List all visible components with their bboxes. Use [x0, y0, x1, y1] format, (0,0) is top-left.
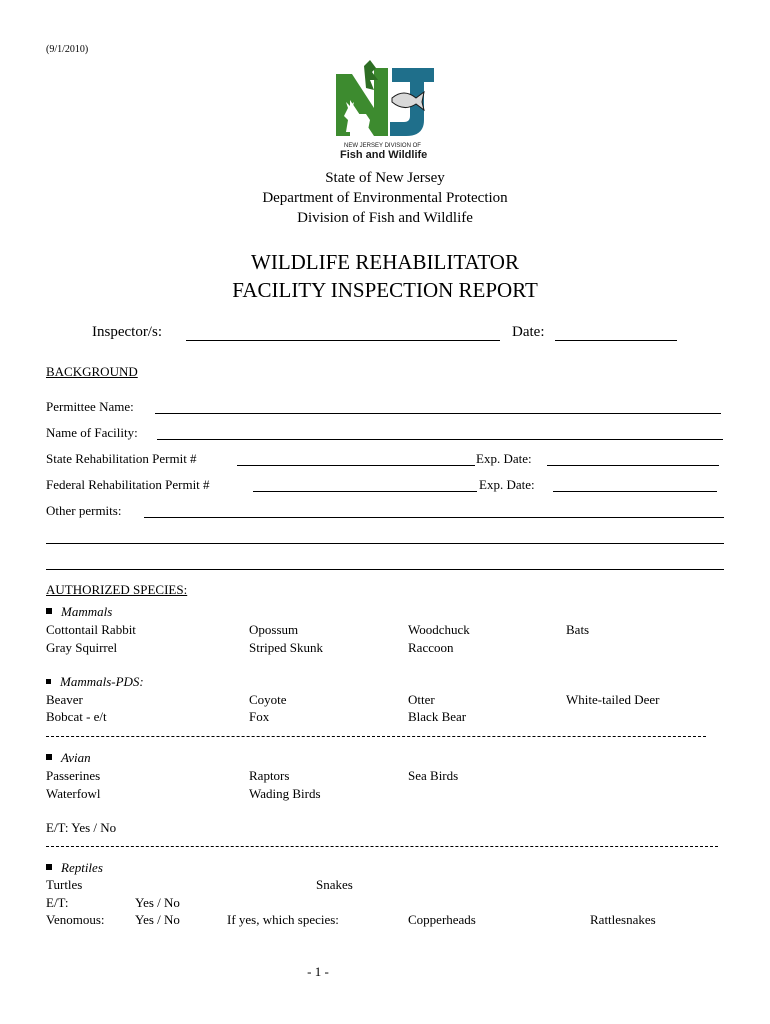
avian-label: Avian — [46, 750, 91, 766]
species-item: Gray Squirrel — [46, 640, 118, 655]
state-exp-label: Exp. Date: — [476, 451, 532, 466]
federal-permit-label: Federal Rehabilitation Permit # — [46, 477, 210, 492]
authorized-species-heading: AUTHORIZED SPECIES: — [46, 582, 188, 597]
inspectors-field[interactable] — [186, 340, 500, 341]
section-divider — [46, 736, 706, 737]
species-item: Snakes — [316, 877, 353, 892]
state-permit-field[interactable] — [237, 465, 475, 466]
species-item: Opossum — [249, 622, 299, 637]
mammals-pds-label: Mammals-PDS: — [46, 674, 144, 690]
species-item: Waterfowl — [46, 786, 101, 801]
species-item: Copperheads — [408, 912, 476, 927]
species-item: White-tailed Deer — [566, 692, 660, 707]
report-title-line2: FACILITY INSPECTION REPORT — [232, 278, 538, 302]
federal-exp-field[interactable] — [553, 491, 717, 492]
report-title-line1: WILDLIFE REHABILITATOR — [251, 250, 519, 274]
species-item: Striped Skunk — [249, 640, 324, 655]
other-permits-line-3[interactable] — [46, 569, 724, 570]
species-item: Bobcat - e/t — [46, 709, 107, 724]
facility-name-label: Name of Facility: — [46, 425, 138, 440]
agency-division: Division of Fish and Wildlife — [297, 210, 473, 226]
section-divider — [46, 846, 718, 847]
background-heading: BACKGROUND — [46, 364, 138, 379]
permittee-name-label: Permittee Name: — [46, 399, 134, 414]
species-item: Woodchuck — [408, 622, 470, 637]
reptiles-et-label: E/T: — [46, 895, 69, 910]
nj-logo-icon — [330, 58, 442, 138]
facility-name-field[interactable] — [157, 439, 723, 440]
species-item: Black Bear — [408, 709, 467, 724]
federal-exp-label: Exp. Date: — [479, 477, 535, 492]
bullet-icon — [46, 864, 52, 870]
reptiles-label: Reptiles — [46, 860, 103, 876]
permittee-name-field[interactable] — [155, 413, 721, 414]
reptiles-et-choice[interactable]: Yes / No — [135, 895, 180, 910]
state-permit-label: State Rehabilitation Permit # — [46, 451, 197, 466]
species-item: Passerines — [46, 768, 101, 783]
which-species-label: If yes, which species: — [227, 912, 339, 927]
page-number: - 1 - — [307, 964, 329, 979]
species-item: Raccoon — [408, 640, 454, 655]
federal-permit-field[interactable] — [253, 491, 477, 492]
logo-caption-small: NEW JERSEY DIVISION OF — [344, 143, 421, 149]
other-permits-label: Other permits: — [46, 503, 122, 518]
venomous-label: Venomous: — [46, 912, 105, 927]
species-item: Wading Birds — [249, 786, 321, 801]
revision-date: (9/1/2010) — [46, 44, 89, 55]
other-permits-field[interactable] — [144, 517, 724, 518]
inspectors-label: Inspector/s: — [92, 324, 162, 340]
species-item: Bats — [566, 622, 590, 637]
species-item: Sea Birds — [408, 768, 459, 783]
species-item: Raptors — [249, 768, 290, 783]
venomous-choice[interactable]: Yes / No — [135, 912, 180, 927]
bullet-icon — [46, 754, 52, 760]
bullet-icon — [46, 608, 52, 614]
species-item: Rattlesnakes — [590, 912, 656, 927]
state-exp-field[interactable] — [547, 465, 719, 466]
logo-caption-large: Fish and Wildlife — [340, 149, 428, 161]
inspection-date-field[interactable] — [555, 340, 677, 341]
avian-et-choice[interactable]: E/T: Yes / No — [46, 820, 117, 835]
bullet-icon — [46, 679, 51, 684]
species-item: Turtles — [46, 877, 83, 892]
species-item: Otter — [408, 692, 435, 707]
species-item: Fox — [249, 709, 270, 724]
other-permits-line-2[interactable] — [46, 543, 724, 544]
species-item: Coyote — [249, 692, 287, 707]
agency-department: Department of Environmental Protection — [262, 190, 508, 206]
mammals-label: Mammals — [46, 604, 112, 620]
agency-state: State of New Jersey — [325, 170, 445, 186]
species-item: Beaver — [46, 692, 83, 707]
inspection-date-label: Date: — [512, 324, 545, 340]
njdfw-logo — [330, 58, 442, 168]
species-item: Cottontail Rabbit — [46, 622, 136, 637]
